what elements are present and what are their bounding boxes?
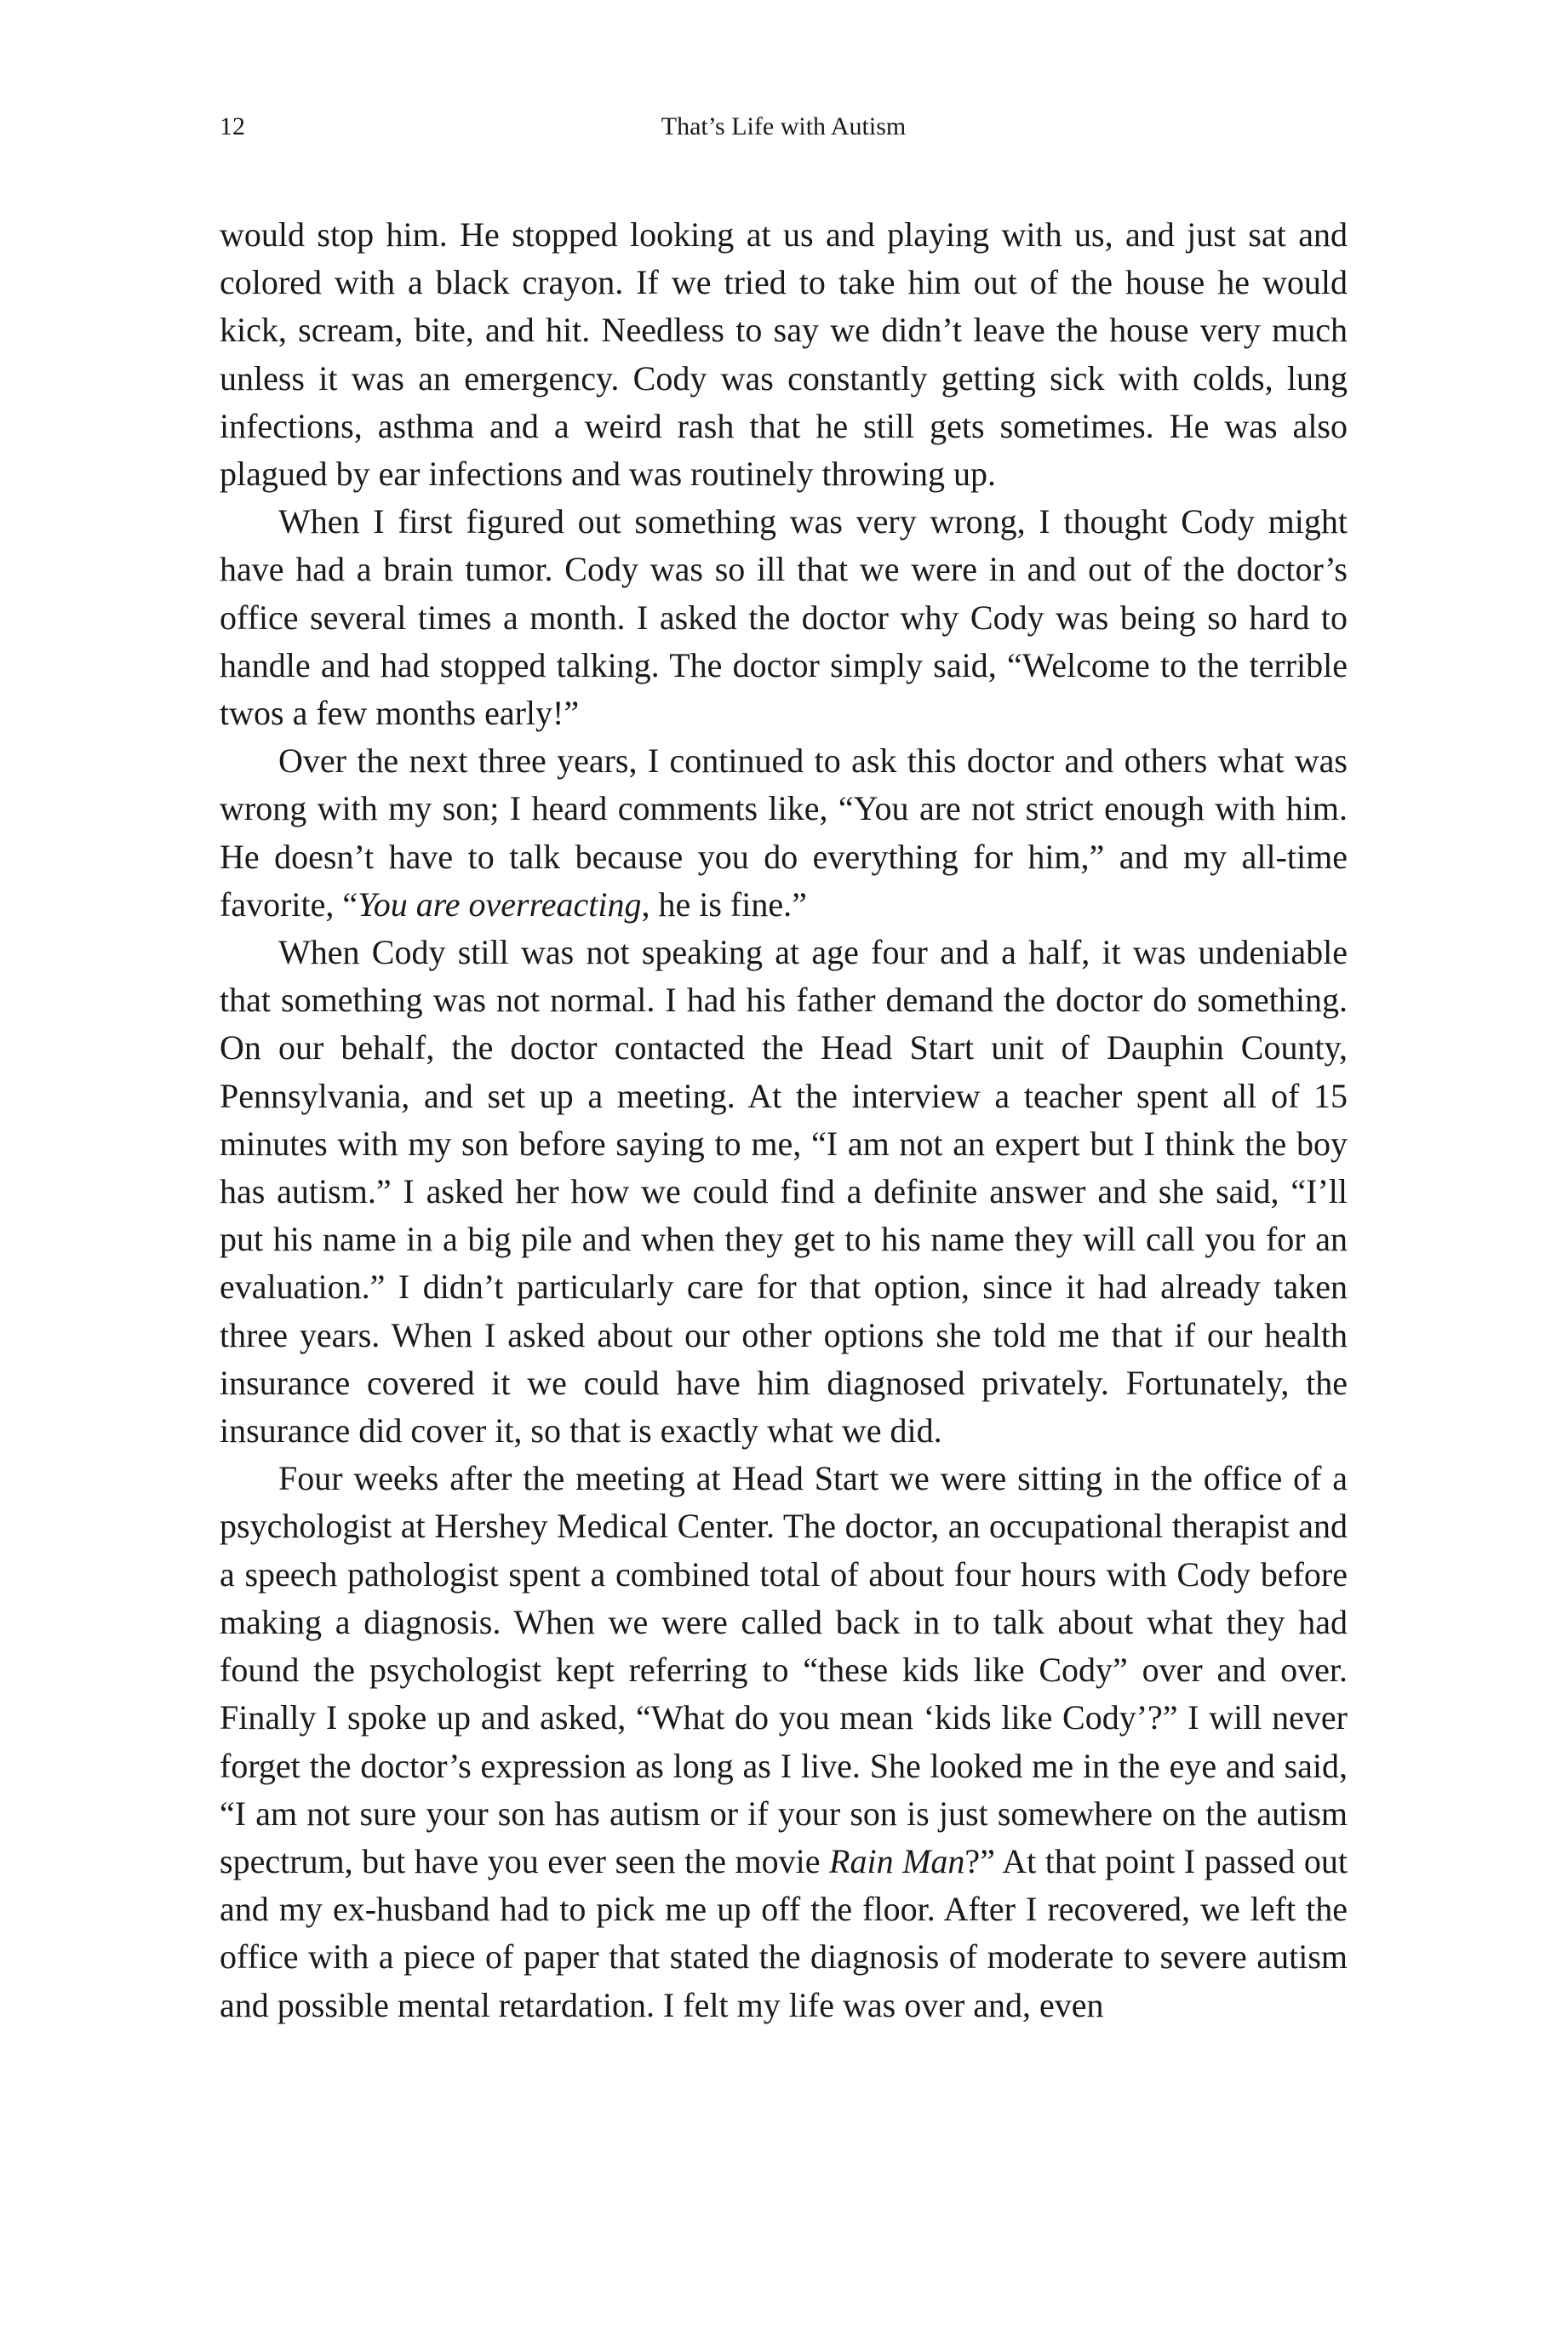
italic-movie-title: Rain Man: [829, 1841, 965, 1880]
page-header: [220, 106, 1348, 148]
page-number: 12: [220, 112, 245, 140]
running-title: That’s Life with Autism: [661, 112, 907, 140]
paragraph-5: Four weeks after the meeting at Head Start we were sitting in the office of a psychologist at Hershey Medical Center. The doctor, an occupational therapist and a speech pathologist spent a combined total of about four hours with Cody before making a diagnosis. When we were called back in to talk about what they had found the psychologist kept referring to “these kids like Cody” over and over. Finally I spoke up and asked, “What do you mean ‘kids like Cody’?” I will never forget the doctor’s expression as long as I live. She looked me in the eye and said, “I am not sure your son has autism or if your son is just somewhere on the autism spectrum, but have you ever seen the movie Rain Man?” At that point I passed out and my ex-husband had to pick me up off the floor. After I recovered, we left the office with a piece of paper that stated the diagnosis of moderate to severe autism and possible mental retardation. I felt my life was over and, even: [220, 1459, 1348, 2024]
paragraph-4: When Cody still was not speaking at age four and a half, it was undeniable that something was not normal. I had his father demand the doctor do something. On our behalf, the doctor contacted the Head Start unit of Dauphin County, Pennsylvania, and set up a meeting. At the interview a teacher spent all of 15 minutes with my son before saying to me, “I am not an expert but I think the boy has autism.” I asked her how we could find a definite answer and she said, “I’ll put his name in a big pile and when they get to his name they will call you for an evaluation.” I didn’t particularly care for that option, since it had already taken three years. When I asked about our other options she told me that if our health insurance covered it we could have him diagnosed privately. Fortunately, the insurance did cover it, so that is exactly what we did.: [220, 933, 1348, 1451]
paragraph-1: would stop him. He stopped looking at us and playing with us, and just sat and colored with a black crayon. If we tried to take him out of the house he would kick, scream, bite, and hit. Needless to say we didn’t leave the house very much unless it was an emergency. Cody was constantly getting sick with colds, lung infections, asthma and a weird rash that he still gets sometimes. He was also plagued by ear infections and was routinely throwing up.: [220, 215, 1348, 494]
paragraph-2: When I first figured out something was very wrong, I thought Cody might have had a brain tumor. Cody was so ill that we were in and out of the doctor’s office several times a month. I asked the doctor why Cody was being so hard to handle and had stopped talking. The doctor simply said, “Welcome to the terrible twos a few months early!”: [220, 502, 1348, 733]
paragraph-3: Over the next three years, I continued to ask this doctor and others what was wrong with my son; I heard comments like, “You are not strict enough with him. He doesn’t have to talk because you do everything for him,” and my all-time favorite, “You are overreacting, he is fine.”: [220, 741, 1348, 924]
italic-phrase-overreacting: You are overreacting: [358, 884, 642, 924]
body-text: [220, 211, 1348, 2029]
